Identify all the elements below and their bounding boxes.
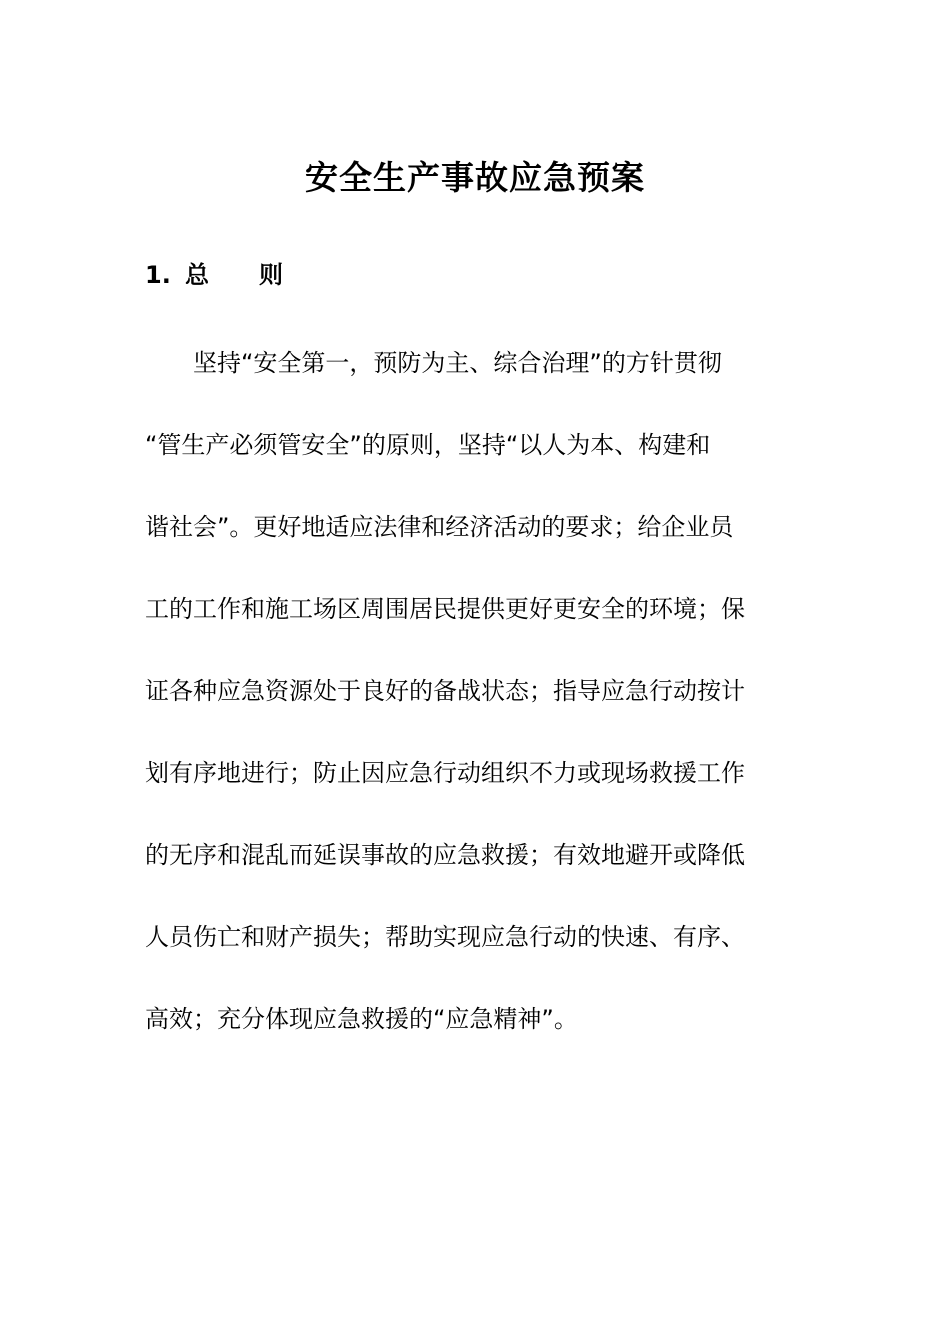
paragraph-line: 谐社会”。更好地适应法律和经济活动的要求；给企业员	[145, 513, 734, 541]
section-title: 总则	[185, 261, 333, 289]
document-title: 安全生产事故应急预案	[305, 158, 645, 197]
paragraph-line: 高效；充分体现应急救援的“应急精神”。	[145, 1005, 578, 1033]
paragraph-line: 证各种应急资源处于良好的备战状态；指导应急行动按计	[145, 677, 745, 705]
paragraph-line: 的无序和混乱而延误事故的应急救援；有效地避开或降低	[145, 841, 745, 869]
paragraph-line: 人员伤亡和财产损失；帮助实现应急行动的快速、有序、	[145, 923, 745, 951]
section-number: 1.	[145, 261, 171, 289]
paragraph-line: 坚持“安全第一，预防为主、综合治理”的方针贯彻	[193, 349, 722, 377]
section-heading	[145, 255, 333, 295]
paragraph-line: 划有序地进行；防止因应急行动组织不力或现场救援工作	[145, 759, 745, 787]
paragraph-line: 工的工作和施工场区周围居民提供更好更安全的环境；保	[145, 595, 745, 623]
section-paragraph	[145, 322, 810, 1060]
paragraph-line: “管生产必须管安全”的原则，坚持“以人为本、构建和	[145, 431, 711, 459]
